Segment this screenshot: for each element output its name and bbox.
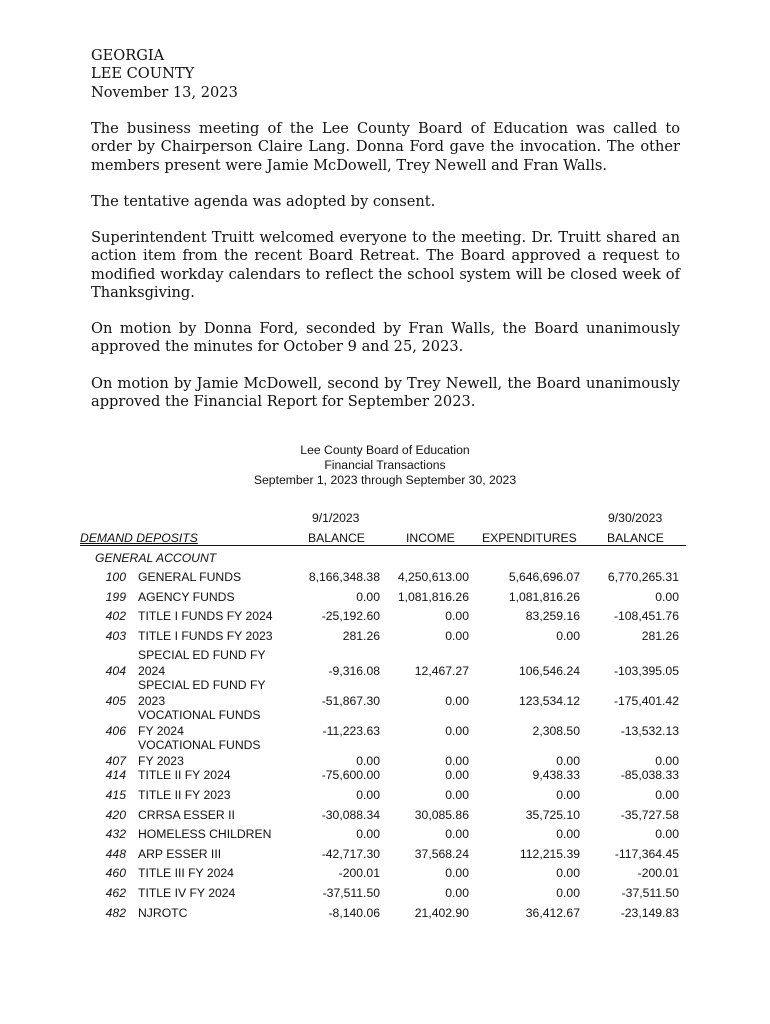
fund-code: 448 bbox=[105, 846, 126, 861]
expenditure-amount: 0.00 bbox=[556, 788, 580, 802]
fund-code: 407 bbox=[105, 753, 126, 768]
beginning-balance: -8,140.06 bbox=[328, 905, 380, 920]
ending-balance: 0.00 bbox=[655, 788, 679, 802]
fund-name bbox=[138, 629, 288, 645]
fund-name-line: HOMELESS CHILDREN bbox=[138, 827, 272, 842]
report-title-line1: Lee County Board of Education bbox=[300, 443, 470, 457]
paragraph-agenda: The tentative agenda was adopted by consent. bbox=[91, 193, 436, 210]
expenditure-amount: 36,412.67 bbox=[525, 905, 580, 920]
fund-name-line: TITLE IV FY 2024 bbox=[138, 886, 236, 900]
income-amount: 0.00 bbox=[445, 827, 469, 842]
income-amount: 0.00 bbox=[445, 768, 469, 783]
beginning-balance: 0.00 bbox=[356, 753, 380, 768]
expenditure-amount: 0.00 bbox=[556, 753, 580, 768]
table-row bbox=[0, 629, 770, 649]
expenditure-amount: 2,308.50 bbox=[532, 723, 580, 738]
column-income: INCOME bbox=[406, 531, 455, 545]
fund-name bbox=[138, 788, 288, 804]
paragraph-minutes-motion: On motion by Donna Ford, seconded by Fran Walls, the Board unanimously approved the minutes for October 9 and 25, 2023. bbox=[91, 320, 680, 356]
beginning-balance: 8,166,348.38 bbox=[308, 570, 380, 584]
state-line: GEORGIA bbox=[91, 47, 165, 64]
ending-balance: 6,770,265.31 bbox=[607, 570, 679, 584]
table-row bbox=[0, 788, 770, 808]
county-line: LEE COUNTY bbox=[91, 65, 195, 83]
fund-code: 403 bbox=[105, 628, 126, 643]
fund-name bbox=[138, 866, 288, 882]
ending-balance: 0.00 bbox=[655, 827, 679, 842]
ending-balance: -108,451.76 bbox=[613, 609, 679, 624]
income-amount: 21,402.90 bbox=[414, 905, 469, 920]
beginning-balance: 281.26 bbox=[342, 628, 380, 643]
ending-balance: -23,149.83 bbox=[620, 905, 679, 920]
fund-code: 462 bbox=[105, 886, 126, 900]
paragraph-call-to-order: The business meeting of the Lee County Board of Education was called to order by Chairperson Claire Lang. Donna Ford gave the invocation. The other members present were Jamie McDowell, Trey Newell and Fran Walls. bbox=[91, 120, 680, 174]
expenditure-amount: 5,646,696.07 bbox=[508, 570, 580, 584]
fund-name bbox=[138, 886, 288, 902]
fund-name-line: CRRSA ESSER II bbox=[138, 807, 235, 822]
paragraph-financial-motion: On motion by Jamie McDowell, second by Trey Newell, the Board unanimously approved the Financial Report for September 2023. bbox=[91, 375, 680, 411]
fund-name bbox=[138, 590, 288, 606]
fund-name-line: TITLE II FY 2023 bbox=[138, 788, 231, 802]
fund-code: 460 bbox=[105, 866, 126, 881]
table-row bbox=[0, 590, 770, 610]
table-row bbox=[0, 738, 770, 768]
fund-name-line: 2023 bbox=[138, 693, 166, 708]
column-start-balance: BALANCE bbox=[308, 531, 365, 545]
beginning-balance: -75,600.00 bbox=[321, 768, 380, 783]
expenditure-amount: 9,438.33 bbox=[532, 768, 580, 783]
table-row bbox=[0, 708, 770, 738]
beginning-balance: 0.00 bbox=[356, 827, 380, 842]
fund-name bbox=[138, 609, 288, 625]
income-amount: 12,467.27 bbox=[414, 663, 469, 678]
table-row bbox=[0, 886, 770, 906]
income-amount: 0.00 bbox=[445, 788, 469, 802]
income-amount: 30,085.86 bbox=[414, 807, 469, 822]
income-amount: 0.00 bbox=[445, 609, 469, 624]
ending-balance: -37,511.50 bbox=[621, 886, 679, 900]
fund-name bbox=[138, 570, 288, 586]
fund-name-line: VOCATIONAL FUNDS bbox=[138, 708, 261, 723]
income-amount: 0.00 bbox=[445, 628, 469, 643]
fund-name-line: VOCATIONAL FUNDS bbox=[138, 738, 261, 753]
expenditure-amount: 123,534.12 bbox=[519, 693, 580, 708]
expenditure-amount: 112,215.39 bbox=[519, 846, 580, 861]
income-amount: 4,250,613.00 bbox=[397, 570, 469, 584]
beginning-balance: -42,717.30 bbox=[321, 846, 380, 861]
fund-name-line: NJROTC bbox=[138, 905, 188, 920]
table-row bbox=[0, 648, 770, 678]
fund-name bbox=[138, 827, 288, 843]
beginning-balance: -200.01 bbox=[338, 866, 380, 881]
fund-code: 482 bbox=[105, 905, 126, 920]
column-end-balance: BALANCE bbox=[607, 531, 664, 545]
fund-name bbox=[138, 678, 288, 709]
document-header bbox=[91, 47, 238, 102]
paragraph-superintendent: Superintendent Truitt welcomed everyone to the meeting. Dr. Truitt shared an action item from the recent Board Retreat. The Board approved a request to modified workday calendars to reflect the school system will be closed week of Thanksgiving. bbox=[91, 229, 680, 302]
expenditure-amount: 0.00 bbox=[556, 628, 580, 643]
expenditure-amount: 0.00 bbox=[556, 886, 580, 900]
ending-balance: 0.00 bbox=[655, 753, 679, 768]
fund-code: 100 bbox=[105, 570, 126, 584]
expenditure-amount: 0.00 bbox=[556, 827, 580, 842]
fund-name-line: ARP ESSER III bbox=[138, 846, 222, 861]
ending-balance: -85,038.33 bbox=[620, 768, 679, 783]
table-row bbox=[0, 570, 770, 590]
expenditure-amount: 35,725.10 bbox=[525, 807, 580, 822]
fund-name bbox=[138, 768, 288, 784]
fund-name-line: 2024 bbox=[138, 663, 166, 678]
report-title bbox=[0, 443, 770, 488]
income-amount: 0.00 bbox=[445, 866, 469, 881]
fund-name bbox=[138, 708, 288, 739]
beginning-balance: 0.00 bbox=[356, 589, 380, 604]
income-amount: 0.00 bbox=[445, 886, 469, 900]
fund-code: 415 bbox=[105, 788, 126, 802]
fund-code: 199 bbox=[105, 589, 126, 604]
ending-balance: -13,532.13 bbox=[620, 723, 679, 738]
fund-code: 404 bbox=[105, 663, 126, 678]
table-row bbox=[0, 866, 770, 886]
fund-name bbox=[138, 906, 288, 922]
ending-balance: -35,727.58 bbox=[620, 807, 679, 822]
report-title-line2: Financial Transactions bbox=[324, 458, 446, 472]
beginning-balance: -25,192.60 bbox=[321, 609, 380, 624]
beginning-balance: -37,511.50 bbox=[322, 886, 380, 900]
subsection-general-account: GENERAL ACCOUNT bbox=[95, 551, 217, 565]
table-row bbox=[0, 808, 770, 828]
fund-name-line: TITLE I FUNDS FY 2024 bbox=[138, 609, 273, 624]
meeting-date: November 13, 2023 bbox=[91, 83, 238, 101]
table-row bbox=[0, 906, 770, 926]
fund-name-line: SPECIAL ED FUND FY bbox=[138, 648, 266, 663]
beginning-balance: 0.00 bbox=[356, 788, 380, 802]
ending-balance: -175,401.42 bbox=[613, 693, 679, 708]
beginning-balance: -11,223.63 bbox=[322, 723, 380, 738]
expenditure-amount: 1,081,816.26 bbox=[508, 589, 580, 604]
income-amount: 1,081,816.26 bbox=[397, 589, 469, 604]
income-amount: 0.00 bbox=[445, 723, 469, 738]
report-title-line3: September 1, 2023 through September 30, 2023 bbox=[253, 473, 517, 487]
fund-name-line: FY 2024 bbox=[138, 723, 184, 738]
ending-balance: -200.01 bbox=[637, 866, 679, 881]
fund-name-line: SPECIAL ED FUND FY bbox=[138, 678, 266, 693]
table-row bbox=[0, 768, 770, 788]
fund-name-line: TITLE I FUNDS FY 2023 bbox=[138, 628, 273, 643]
ending-balance: -117,364.45 bbox=[614, 846, 679, 861]
fund-code: 420 bbox=[105, 807, 126, 822]
fund-name-line: GENERAL FUNDS bbox=[138, 570, 242, 584]
fund-name bbox=[138, 738, 288, 769]
expenditure-amount: 83,259.16 bbox=[525, 609, 580, 624]
section-demand-deposits: DEMAND DEPOSITS bbox=[80, 531, 198, 545]
column-end-date: 9/30/2023 bbox=[608, 511, 663, 525]
expenditure-amount: 0.00 bbox=[556, 866, 580, 881]
income-amount: 37,568.24 bbox=[414, 846, 469, 861]
ending-balance: 0.00 bbox=[655, 589, 679, 604]
ending-balance: -103,395.05 bbox=[613, 663, 679, 678]
income-amount: 0.00 bbox=[445, 753, 469, 768]
fund-code: 406 bbox=[105, 723, 126, 738]
fund-code: 405 bbox=[105, 693, 126, 708]
ending-balance: 281.26 bbox=[641, 628, 679, 643]
fund-name-line: FY 2023 bbox=[138, 753, 184, 768]
beginning-balance: -51,867.30 bbox=[321, 693, 380, 708]
column-start-date: 9/1/2023 bbox=[312, 511, 360, 525]
column-expenditures: EXPENDITURES bbox=[482, 531, 577, 545]
fund-name bbox=[138, 847, 288, 863]
table-row bbox=[0, 609, 770, 629]
table-row bbox=[0, 827, 770, 847]
fund-code: 432 bbox=[105, 827, 126, 842]
table-row bbox=[0, 847, 770, 867]
beginning-balance: -9,316.08 bbox=[328, 663, 380, 678]
table-row bbox=[0, 678, 770, 708]
fund-name bbox=[138, 808, 288, 824]
fund-code: 402 bbox=[105, 609, 126, 624]
fund-name-line: AGENCY FUNDS bbox=[138, 589, 235, 604]
expenditure-amount: 106,546.24 bbox=[519, 663, 580, 678]
header-rule bbox=[80, 545, 686, 546]
beginning-balance: -30,088.34 bbox=[321, 807, 380, 822]
fund-name-line: TITLE III FY 2024 bbox=[138, 866, 234, 881]
fund-code: 414 bbox=[105, 768, 126, 783]
income-amount: 0.00 bbox=[445, 693, 469, 708]
fund-name-line: TITLE II FY 2024 bbox=[138, 768, 231, 783]
fund-name bbox=[138, 648, 288, 679]
